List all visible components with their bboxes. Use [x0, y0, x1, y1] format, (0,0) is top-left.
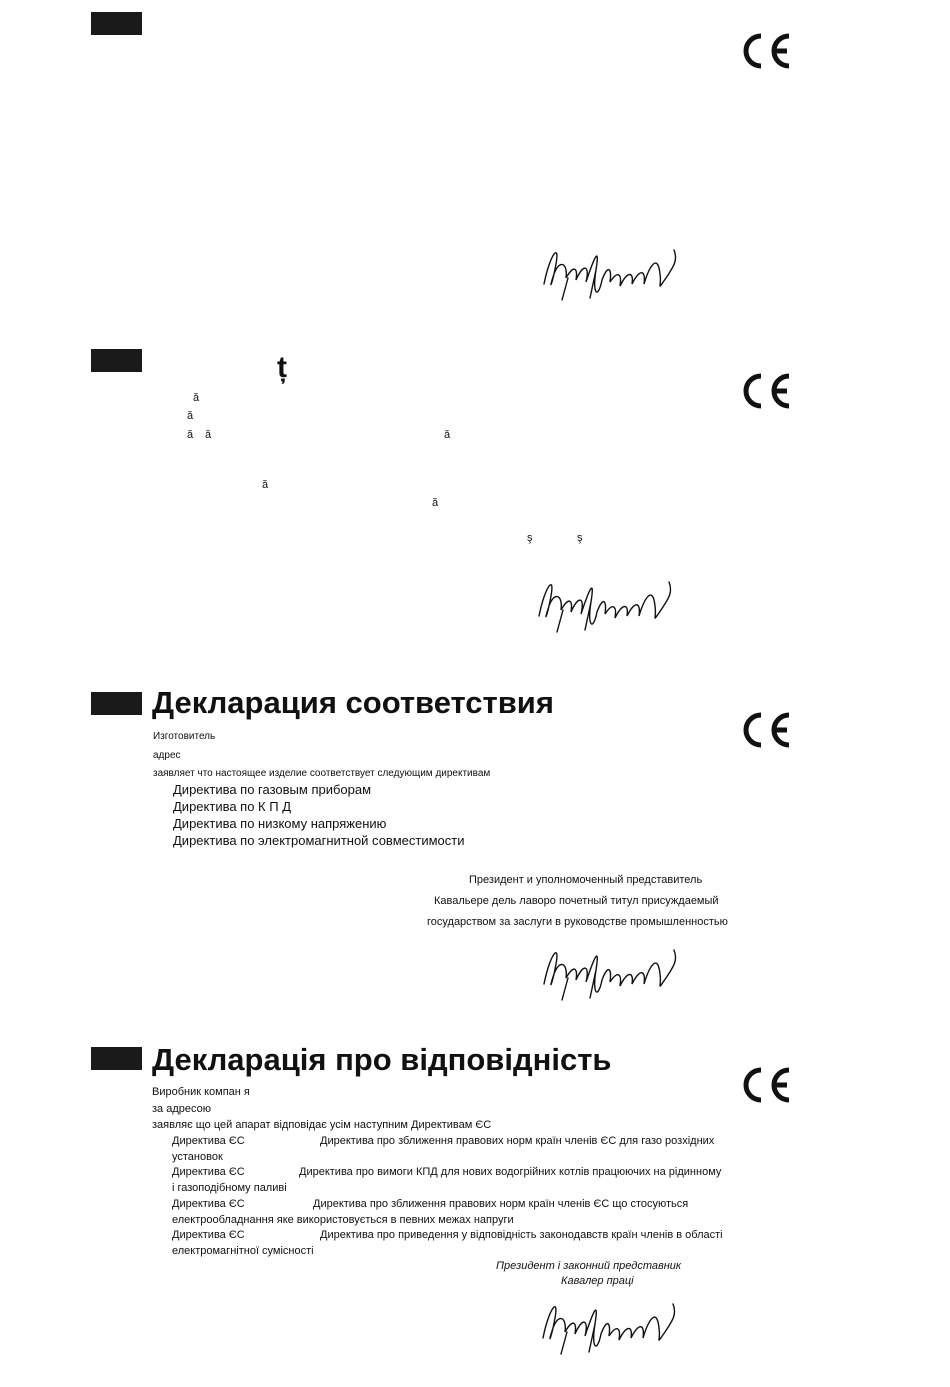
signatory-line: Кавалер праці [561, 1275, 634, 1287]
signature-icon [538, 234, 688, 306]
section-title-glyph: ț [277, 351, 287, 384]
language-tab-4 [91, 1047, 142, 1070]
ce-mark-icon [741, 372, 793, 410]
declaration-text: заявляє що цей апарат відповідає усім наступним Директивам ЄС [152, 1119, 492, 1131]
text-glyph: ă [432, 497, 439, 509]
language-tab-1 [91, 12, 142, 35]
directive-text: Директива про зближення правових норм країн членів ЄС що стосуються [313, 1198, 689, 1210]
directive-text-cont: установок [172, 1151, 223, 1163]
directive-item: Директива по электромагнитной совместимости [173, 833, 465, 848]
signatory-line: Президент і законний представник [496, 1260, 682, 1272]
text-glyph: ă [193, 392, 200, 404]
language-tab-2 [91, 349, 142, 372]
page-title: Декларація про відповідність [152, 1042, 612, 1077]
declaration-text: заявляет что настоящее изделие соответствует следующим директивам [153, 768, 491, 779]
directive-text-cont: електрообладнання яке використовується в певних межах напруги [172, 1214, 514, 1226]
text-glyph: ă [262, 479, 269, 491]
signatory-line: Президент и уполномоченный представитель [469, 874, 703, 886]
directive-code: Директива ЄС [172, 1198, 245, 1210]
text-glyph: ă [187, 410, 194, 422]
manufacturer-label: Виробник компан я [152, 1086, 250, 1098]
directive-text-cont: і газоподібному паливі [172, 1182, 287, 1194]
directive-item: Директива по низкому напряжению [173, 816, 387, 831]
text-glyph: ă [444, 429, 451, 441]
directive-code: Директива ЄС [172, 1135, 245, 1147]
address-label: адрес [153, 750, 181, 761]
directive-item: Директива по К П Д [173, 799, 292, 814]
directive-text: Директива про вимоги КПД для нових водогрійних котлів працюючих на рідинному [299, 1166, 722, 1178]
directive-item: Директива по газовым приборам [173, 782, 372, 797]
directive-text: Директива про зближення правових норм країн членів ЄС для газо розхідних [320, 1135, 715, 1147]
signature-icon [537, 1288, 687, 1360]
signature-icon [538, 934, 688, 1006]
text-glyph: ş [577, 532, 583, 544]
directive-code: Директива ЄС [172, 1229, 245, 1241]
directive-text: Директива про приведення у відповідність законодавств країн членів в області [320, 1229, 723, 1241]
ce-mark-icon [741, 32, 793, 70]
signatory-line: государством за заслуги в руководстве промышленностью [427, 916, 728, 928]
language-tab-3 [91, 692, 142, 715]
signature-icon [533, 566, 683, 638]
ce-mark-icon [741, 711, 793, 749]
text-glyph: ă [205, 429, 212, 441]
address-label: за адресою [152, 1103, 211, 1115]
text-glyph: ă [187, 429, 194, 441]
manufacturer-label: Изготовитель [153, 731, 216, 742]
directive-text-cont: електромагнітної сумісності [172, 1245, 314, 1257]
directive-code: Директива ЄС [172, 1166, 245, 1178]
text-glyph: ş [527, 532, 533, 544]
ce-mark-icon [741, 1066, 793, 1104]
page-title: Декларация соответствия [152, 685, 554, 720]
signatory-line: Кавальере дель лаворо почетный титул присуждаемый [434, 895, 719, 907]
